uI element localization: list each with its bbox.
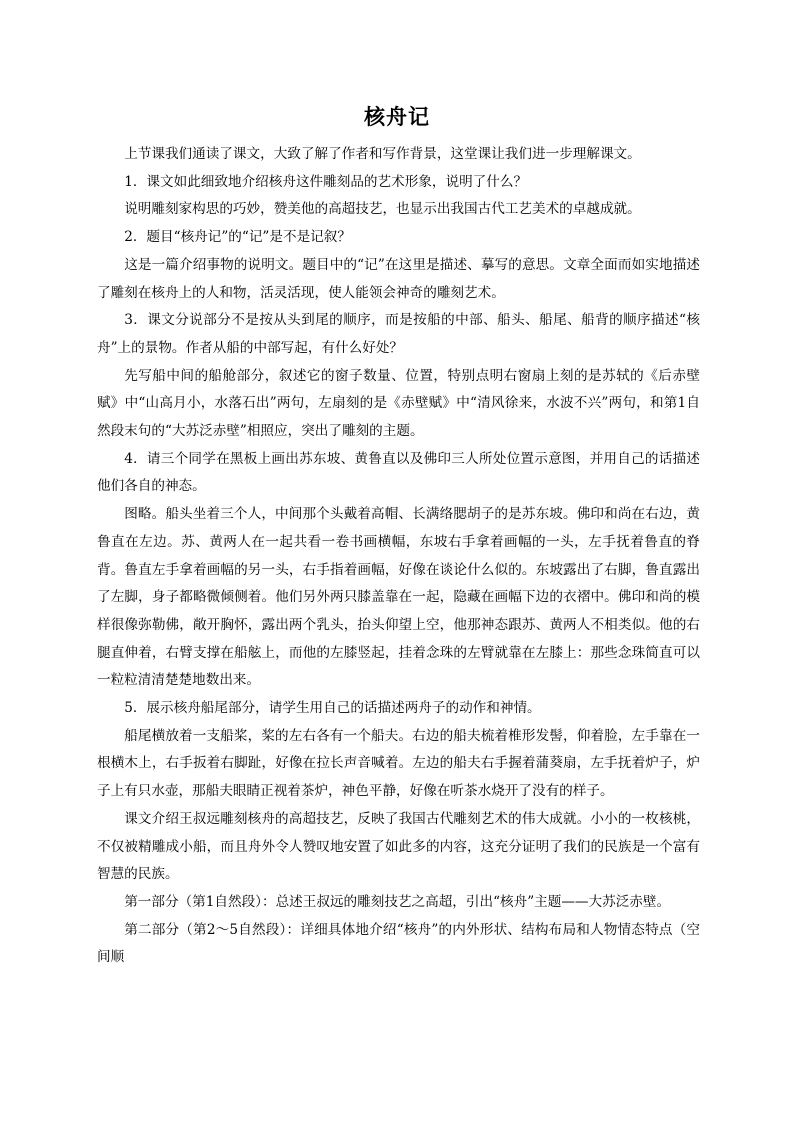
- summary-paragraph: 课文介绍王叔远雕刻核舟的高超技艺，反映了我国古代雕刻艺术的伟大成就。小小的一枚核桃，不仅被精雕成小船，而且舟外令人赞叹地安置了如此多的内容，这充分证明了我们的民族是一个富有智慧的民族。: [97, 810, 700, 883]
- answer-2: 这是一篇介绍事物的说明文。题目中的“记”在这里是描述、摹写的意思。文章全面而如实地描述了雕刻在核舟上的人和物，活灵活现，使人能领会神奇的雕刻艺术。: [97, 256, 700, 301]
- structure-part-2: 第二部分（第2～5自然段）：详细具体地介绍“核舟”的内外形状、结构布局和人物情态特点（空间顺: [97, 921, 700, 966]
- answer-1: 说明雕刻家构思的巧妙，赞美他的高超技艺，也显示出我国古代工艺美术的卓越成就。: [124, 201, 641, 218]
- answer-4: 图略。船头坐着三个人，中间那个头戴着高帽、长满络腮胡子的是苏东坡。佛印和尚在右边，黄鲁直在左边。苏、黄两人在一起共看一卷书画横幅，东坡右手拿着画幅的一头，左手抚着鲁直的脊背。鲁直左手拿着画幅的另一头，右手指着画幅，好像在谈论什么似的。东坡露出了右脚，鲁直露出了左脚，身子都略微倾侧着。他们另外两只膝盖靠在一起，隐藏在画幅下边的衣褶中。佛印和尚的模样很像弥勒佛，敞开胸怀，露出两个乳头，抬头仰望上空，他那神态跟苏、黄两人不相类似。他的右腿直伸着，右臂支撑在船舷上，而他的左膝竖起，挂着念珠的左臂就靠在左膝上：那些念珠简直可以一粒粒清清楚楚地数出来。: [97, 506, 700, 689]
- question-5: 5．展示核舟船尾部分，请学生用自己的话描述两舟子的动作和神情。: [124, 700, 541, 717]
- answer-5: 船尾横放着一支船桨，桨的左右各有一个船夫。右边的船夫梳着椎形发髻，仰着脸，左手靠在一根横木上，右手扳着右脚趾，好像在拉长声音喊着。左边的船夫右手握着蒲葵扇，左手抚着炉子，炉子上有只水壶，那船夫眼睛正视着茶炉，神色平静，好像在听茶水烧开了没有的样子。: [97, 727, 700, 800]
- structure-part-1: 第一部分（第1自然段）：总述王叔远的雕刻技艺之高超，引出“核舟”主题——大苏泛赤壁。: [124, 893, 671, 910]
- paragraph-intro: 上节课我们通读了课文，大致了解了作者和写作背景，这堂课让我们进一步理解课文。: [124, 146, 641, 162]
- answer-3: 先写船中间的船舱部分，叙述它的窗子数量、位置，特别点明右窗扇上刻的是苏轼的《后赤壁赋》中“山高月小，水落石出”两句，左扇刻的是《赤壁赋》中“清风徐来，水波不兴”两句，和第1自然段末句的“大苏泛赤壁”相照应，突出了雕刻的主题。: [97, 367, 700, 440]
- document-body: [97, 141, 700, 972]
- page-title: 核舟记: [364, 104, 430, 129]
- question-2: 2．题目“核舟记”的“记”是不是记叙？: [124, 229, 351, 246]
- question-3: 3．课文分说部分不是按从头到尾的顺序，而是按船的中部、船头、船尾、船背的顺序描述“核舟”上的景物。作者从船的中部写起，有什么好处？: [97, 312, 700, 356]
- question-4: 4．请三个同学在黑板上画出苏东坡、黄鲁直以及佛印三人所处位置示意图，并用自己的话描述他们各自的神态。: [97, 450, 700, 495]
- question-1: 1．课文如此细致地介绍核舟这件雕刻品的艺术形象，说明了什么？: [124, 173, 528, 190]
